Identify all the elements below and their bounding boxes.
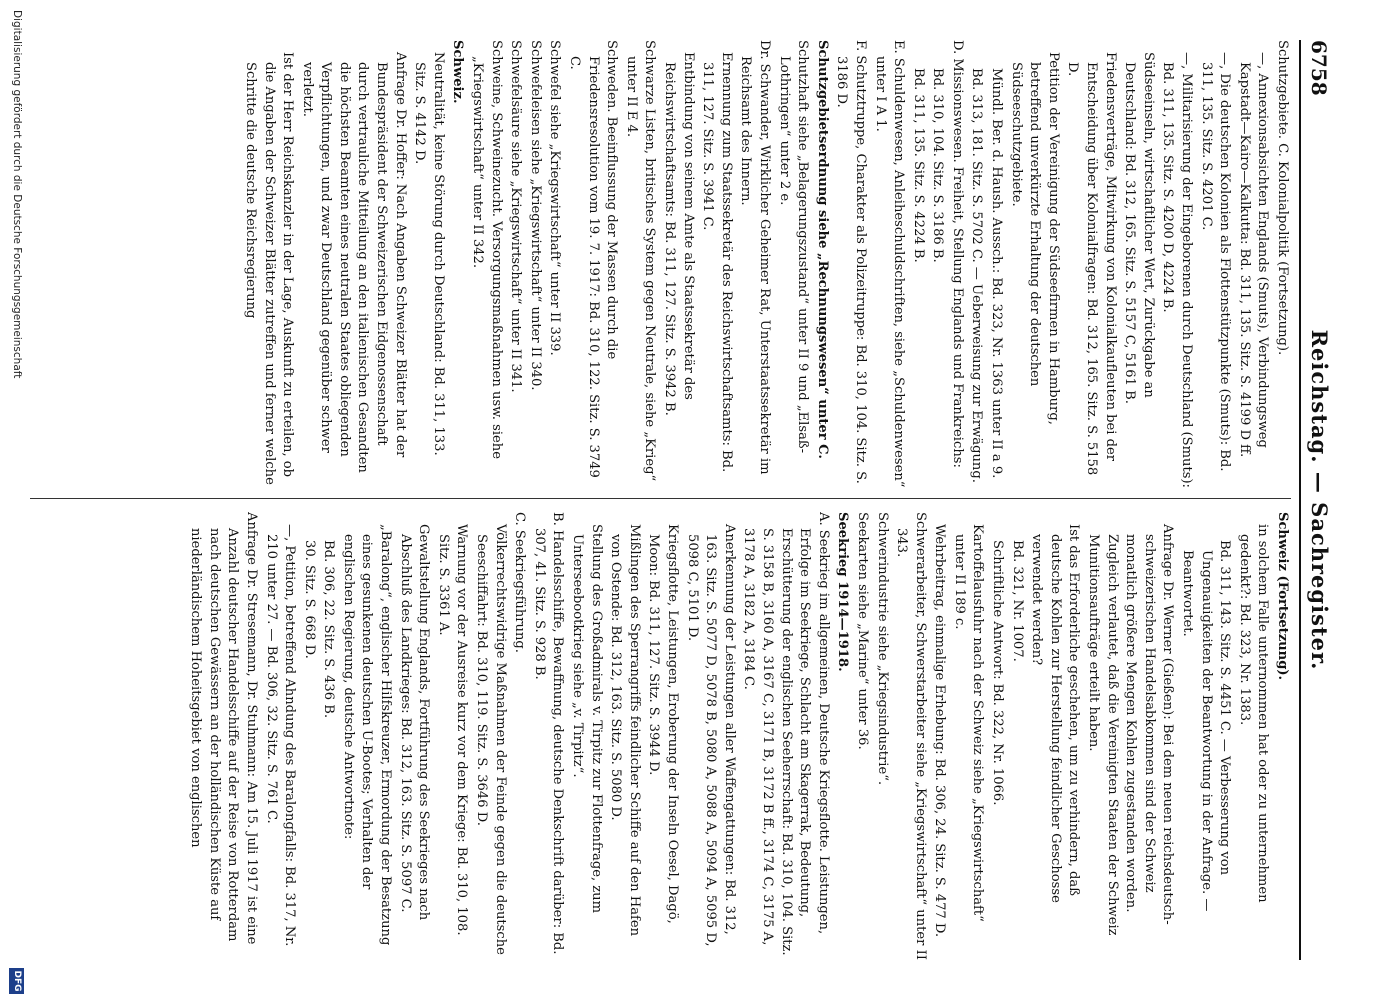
index-entry: Bd. 311, 143. Sitz. S. 4451 C. — Verbesserung von Ungenauigkeiten der Beantwortung in der Anfrage. — Beantwortet.	[1180, 540, 1233, 912]
index-entry: Stellung des Großadmirals v. Tirpitz zur Flottenfrage, zum Unterseebootkrieg siehe „v. Tirpitz“.	[570, 524, 604, 914]
index-entry: Anfrage Dr. Hoffer: Nach Angaben Schweizer Blätter hat der Bundespräsident der Schweizerischen Eidgenossenschaft durch vertrauliche Mitteilung an den italienischen Gesandten die höchsten Beamten eines neutralen Staates obliegenden Verpflichtungen, und zwar Deutschland gegenüber schwer verletzt.	[299, 52, 408, 473]
index-entry: Anfrage Dr. Stresemann, Dr. Stuhmann: Am 15. Juli 1917 ist eine Anzahl deutscher Handelsschiffe auf der Reise von Rotterdam nach deutschen Gewässern an der holländischen Küste auf niederländischem Hoheitsgebiet von englischen	[188, 512, 259, 945]
index-entry: E. Schuldenwesen, Anleiheschuldschriften, siehe „Schuldenwesen“ unter I A 1.	[872, 40, 907, 488]
index-entry: Schwarze Listen, britisches System gegen Neutrale, siehe „Krieg“ unter II E 4.	[623, 40, 658, 482]
index-entry: Kartoffelausfuhr nach der Schweiz siehe „Kriegswirtschaft“ unter II 189 c.	[951, 524, 986, 922]
index-entry: Schutzhaft siehe „Belagerungszustand“ unter II 9 und „Elsaß-Lothringen“ unter 2 e.	[776, 40, 811, 454]
index-entry: Schweden. Beeinflussung der Massen durch die Friedensresolution vom 19. 7. 1917: Bd. 310, 122. Sitz. S. 3749 C.	[567, 40, 620, 478]
index-entry: A. Seekrieg im allgemeinen, Deutsche Kriegsflotte. Leistungen, Erfolge im Seekriege, Schlacht am Skagerrak, Bedeutung, Erschütterung der englischen Seeherrschaft: Bd. 310, 104. Sitz. S. 3158 B, 3160 A, 3167 C, 3171 B, 3172 B ff., 3174 C, 3175 A, 3178 A, 3182 A, 3184 C.	[741, 512, 831, 956]
index-entry: Ist das Erforderliche geschehen, um zu verhindern, daß deutsche Kohlen zur Herstellung feindlicher Geschosse verwendet werden?	[1029, 524, 1082, 903]
index-entry: —, Petition, betreffend Ahndung des Baralongfalls: Bd. 317, Nr. 210 unter 27. — Bd. 306, 32. Sitz. S. 761 C.	[263, 524, 298, 947]
index-entry: Schwerindustrie siehe „Kriegsindustrie“.	[874, 512, 890, 786]
index-entry: in solchem Falle unternommen hat oder zu unternehmen gedenkt?: Bd. 323, Nr. 1383.	[1236, 524, 1271, 903]
index-entry: Petition der Vereinigung der Südseefirmen in Hamburg, betreffend unverkürzte Erhaltung der deutschen Südseeschutzgebiete.	[1008, 52, 1061, 425]
index-entry: Entbindung von seinem Amte als Staatssekretär des Reichswirtschaftsamts: Bd. 311, 127. Sitz. S. 3942 B.	[662, 52, 696, 416]
index-entry: Bd. 313, 181. Sitz. S. 5702 C. — Ueberweisung zur Erwägung.	[969, 68, 985, 483]
left-column	[30, 40, 1291, 488]
index-entry: Schwefel siehe „Kriegswirtschaft“ unter II 339.	[547, 40, 563, 356]
index-entry: Schweine, Schweinezucht. Versorgungsmaßnahmen usw. siehe „Kriegswirtschaft“ unter II 342.	[470, 40, 504, 459]
index-entry: Friedensverträge, Mitwirkung von Kolonialkaufleuten bei der Entscheidung über Kolonialfragen: Bd. 312, 165. Sitz. S. 5158 D.	[1065, 52, 1118, 476]
index-entry: Ernennung zum Staatssekretär des Reichswirtschaftsamts: Bd. 311, 127. Sitz. S. 3941 C.	[700, 52, 734, 473]
index-entry: —, Militarisierung der Eingeborenen durch Deutschland (Smuts): Bd. 311, 135. Sitz. S. 4200 D, 4224 B.	[1160, 52, 1195, 488]
index-entry: Kriegsflotte, Leistungen, Eroberung der Inseln Oesel, Dagö, Moon: Bd. 311, 127. Sitz. S. 3944 D.	[646, 524, 680, 924]
index-entry: Bd. 310, 104. Sitz. S. 3186 B.	[930, 68, 946, 263]
index-entry: Neutralität, keine Störung durch Deutschland: Bd. 311, 133. Sitz. S. 4142 D.	[412, 52, 446, 456]
index-entry: 30. Sitz. S. 668 D.	[301, 540, 317, 659]
index-entry: C. Seekriegsführung.	[512, 512, 528, 653]
index-entry: Wehrbeitrag, einmalige Erhebung: Bd. 306, 24. Sitz. S. 477 D.	[932, 524, 948, 938]
index-entry: Südseeinseln, wirtschaftlicher Wert, Zurückgabe an Deutschland: Bd. 312, 165. Sitz. S. 5157 C, 5161 B.	[1122, 52, 1156, 404]
page-header	[1299, 40, 1345, 960]
index-entry: F. Schutztruppe, Charakter als Polizeitruppe: Bd. 310, 104. Sitz. S. 3186 D.	[834, 40, 868, 484]
page-number: 6758	[1307, 40, 1331, 96]
index-entry: Völkerrechtswidrige Maßnahmen der Feinde gegen die deutsche Seeschiffahrt: Bd. 310, 119. Sitz. S. 3646 D.	[474, 524, 508, 955]
index-entry: Warnung vor der Ausreise kurz vor dem Kriege: Bd. 310, 108. Sitz. S. 3361 A.	[435, 524, 470, 936]
index-entry: D. Missionswesen. Freiheit, Stellung Englands und Frankreichs:	[949, 40, 965, 468]
index-entry: Schwefelsäure siehe „Kriegswirtschaft“ unter II 341.	[508, 40, 524, 393]
dfg-logo: DFG	[9, 968, 24, 994]
index-entry: Mißlingen des Sperrangriffs feindlicher Schiffe auf den Hafen von Ostende: Bd. 312, 163. Sitz. S. 5080 D.	[608, 524, 642, 937]
index-entry: Seekarten siehe „Marine“ unter 36.	[854, 512, 870, 750]
index-entry: Schwerarbeiter, Schwerstarbeiter siehe „Kriegswirtschaft“ unter II 343.	[894, 512, 928, 960]
index-entry: —, Die deutschen Kolonien als Flottenstützpunkte (Smuts): Bd. 311, 135. Sitz. S. 4201 C.	[1198, 52, 1233, 472]
index-entry: Schutzgebiete. C. Kolonialpolitik (Fortsetzung).	[1275, 40, 1290, 356]
index-entry: Ist der Herr Reichskanzler in der Lage, Auskunft zu erteilen, ob die Angaben der Schweizer Blätter zutreffen und ferner welche Schritte die deutsche Reichsregierung	[242, 52, 296, 485]
column-divider	[30, 498, 1291, 499]
index-entry: Bd. 306, 22. Sitz. S. 436 B.	[321, 540, 337, 719]
index-entry: Mündl. Ber. d. Haush. Aussch.: Bd. 323, Nr. 1363 unter II a 9.	[989, 68, 1005, 479]
index-entry: Anerkennung der Leistungen aller Waffengattungen: Bd. 312, 163. Sitz. S. 5077 D, 5078 B, 5080 A, 5088 A, 5094 A, 5095 D, 5098 C, 5101 D.	[684, 524, 737, 947]
index-entry: Bd. 321, Nr. 1007.	[1009, 540, 1025, 662]
index-entry: Seekrieg 1914—1918.	[835, 512, 851, 672]
footer-credit: Digitalisierung gefördert durch die Deutsche Forschungsgemeinschaft	[11, 10, 23, 379]
index-entry: Anfrage Dr. Werner (Gießen): Bei dem neuen reichsdeutsch-schweizerischen Handelsabkommen sind der Schweiz monatlich größere Mengen Kohlen zugestanden worden. Zugleich verlautet, daß die Vereinigten Staaten der Schweiz Munitionsaufträge erteilt haben.	[1086, 524, 1176, 936]
index-entry: Schweiz (Fortsetzung).	[1275, 512, 1290, 681]
index-entry: Dr. Schwander, Wirklicher Geheimer Rat, Unterstaatssekretär im Reichsamt des Innern.	[738, 40, 772, 475]
index-entry: Bd. 311, 135. Sitz. S. 4224 B.	[910, 68, 926, 263]
index-entry: „Baralong“, englischer Hilfskreuzer, Ermordung der Besatzung eines gesunkenen deutschen U-Bootes; Verhalten der englischen Regierung, deutsche Antwortnote:	[340, 524, 394, 946]
index-entry: Schriftliche Antwort: Bd. 322, Nr. 1066.	[990, 540, 1006, 806]
index-entry: B. Handelsschiffe, Bewaffnung, deutsche Denkschrift darüber: Bd. 307, 41. Sitz. S. 928 B.	[531, 512, 566, 955]
page-footer	[5, 0, 25, 1000]
index-entry: Gewaltstellung Englands, Fortführung des Seekrieges nach Abschluß des Landkrieges: Bd. 312, 163. Sitz. S. 5097 C.	[397, 524, 432, 921]
index-entry: Schutzgebietserdnung siehe „Rechnungswesen“ unter C.	[814, 40, 830, 459]
right-column	[30, 512, 1291, 960]
running-title: Reichstag. — Sachregister.	[1307, 329, 1332, 671]
index-entry: Schweiz.	[450, 40, 466, 104]
index-entry: Schwefeleisen siehe „Kriegswirtschaft“ unter II 340.	[527, 40, 543, 391]
index-entry: —, Annexionsabsichten Englands (Smuts), Verbindungsweg Kapstadt—Kairo—Kalkutta: Bd. 311, 135. Sitz. S. 4199 D ff.	[1236, 52, 1271, 458]
